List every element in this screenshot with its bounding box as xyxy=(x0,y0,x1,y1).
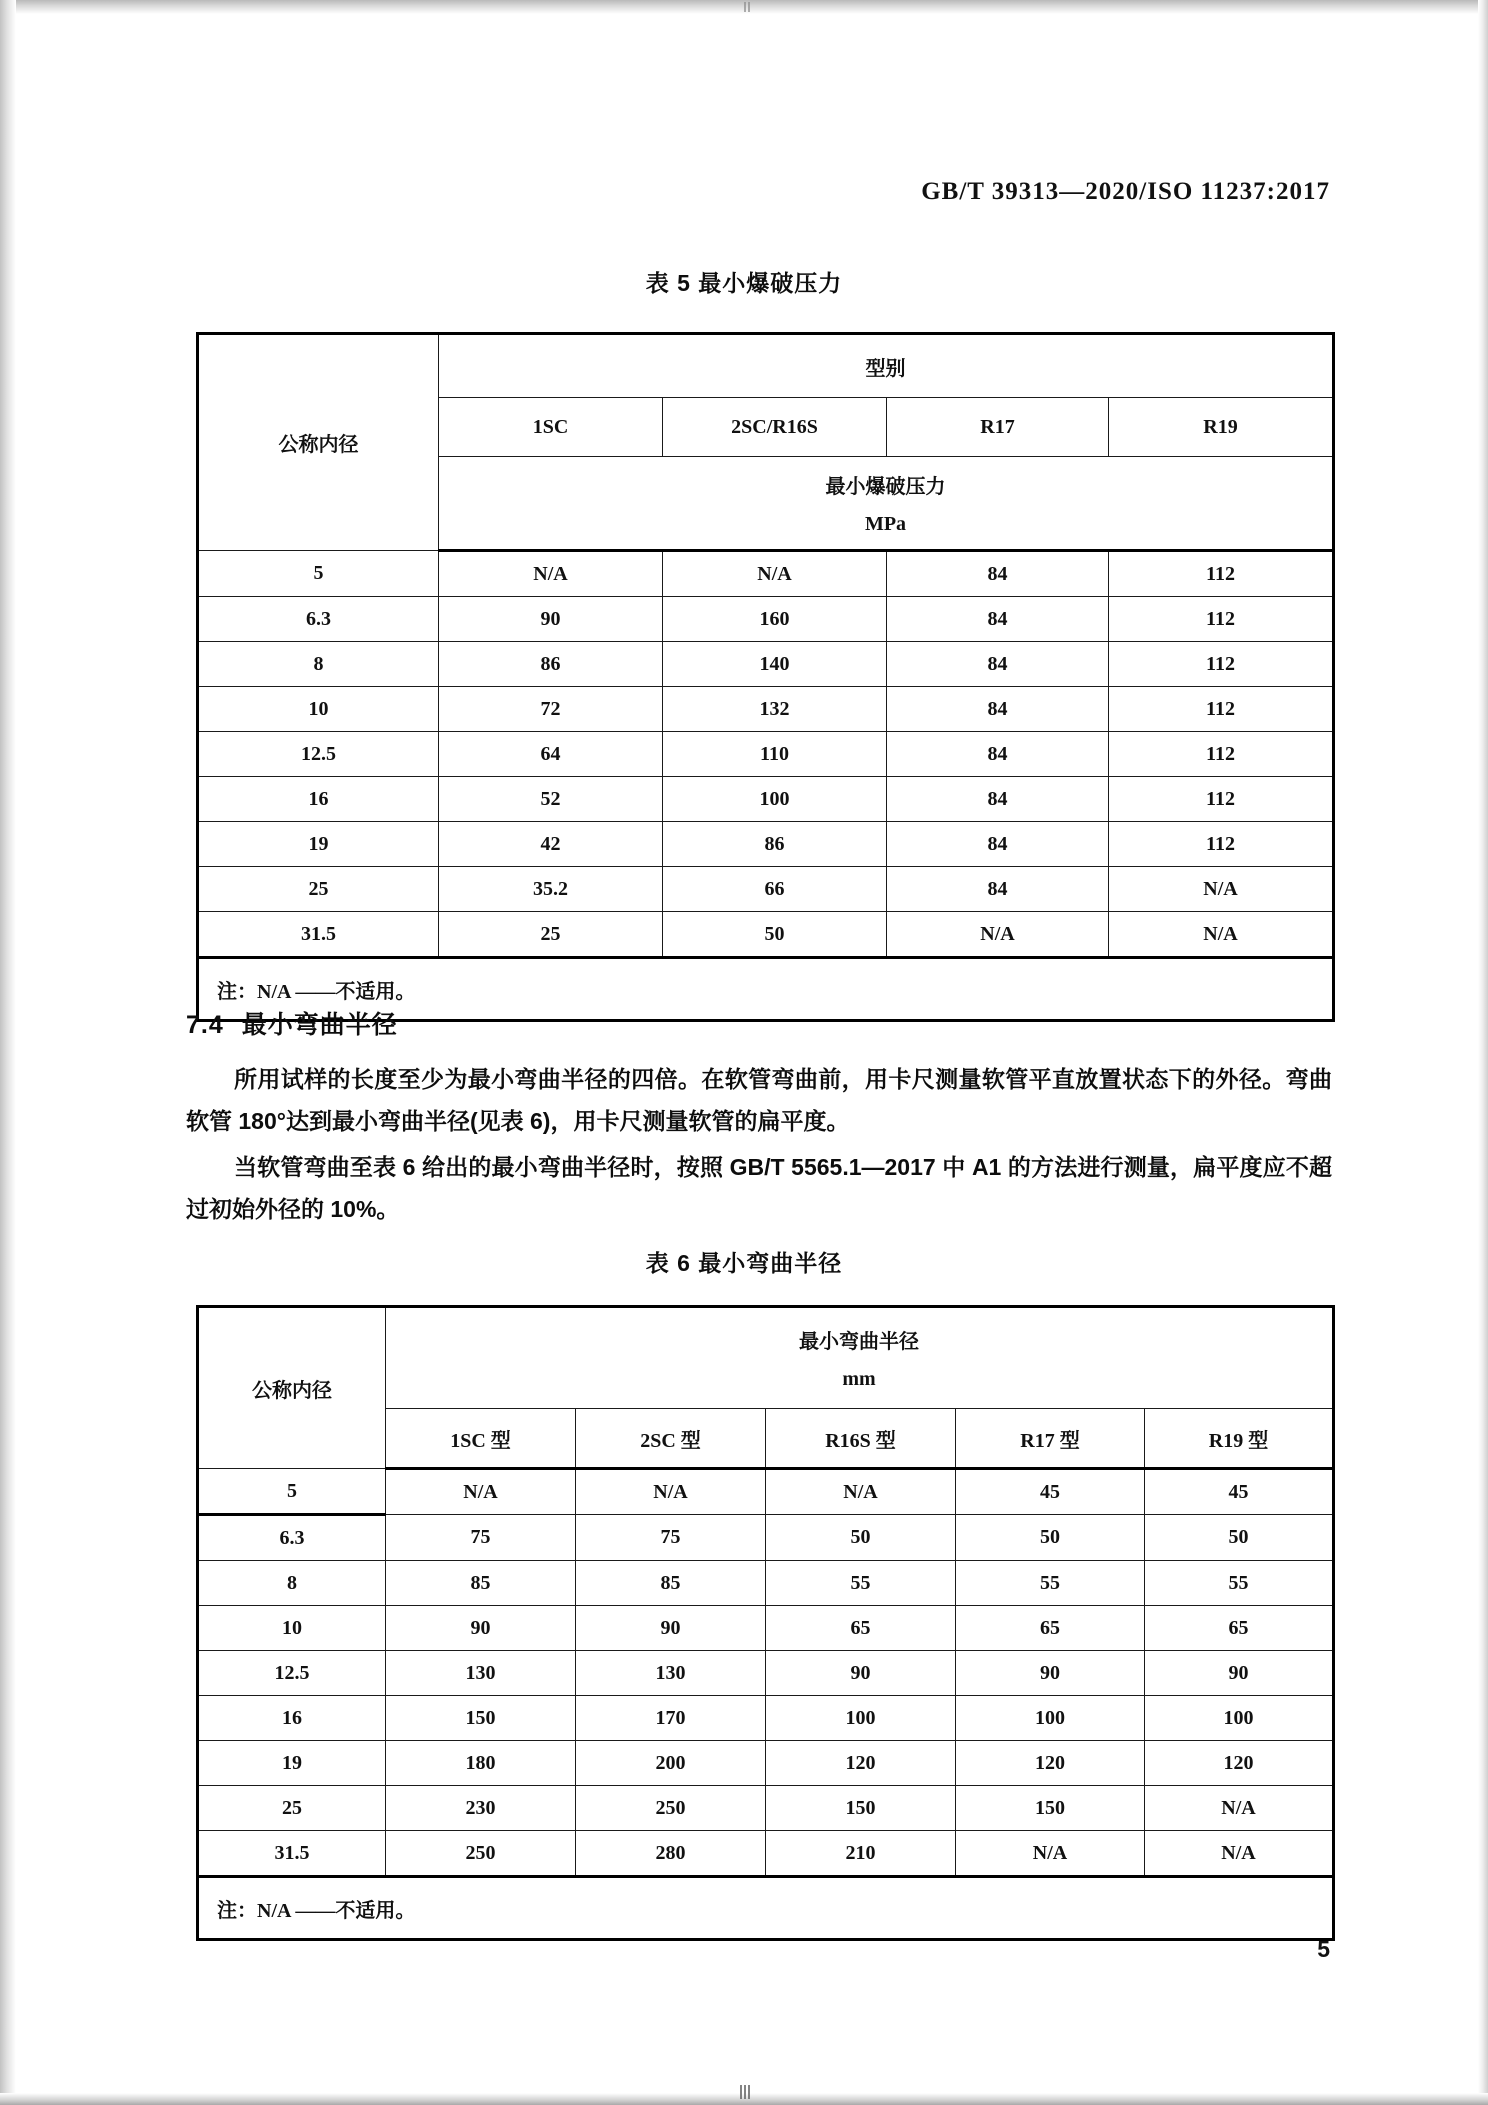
table6-cell-value: 75 xyxy=(386,1515,576,1561)
table5-cell-value: 84 xyxy=(887,867,1109,912)
table6-caption: 表 6 最小弯曲半径 xyxy=(645,1250,843,1276)
table6-cell-value: 65 xyxy=(1145,1606,1334,1651)
table6-cell-id: 8 xyxy=(198,1561,386,1606)
table-row xyxy=(198,1606,1334,1651)
table5-cell-id: 8 xyxy=(198,642,439,687)
table5-header-type-1: 1SC xyxy=(439,398,663,457)
table6-cell-value: 250 xyxy=(576,1786,766,1831)
table5-cell-value: 42 xyxy=(439,822,663,867)
table5-cell-value: N/A xyxy=(1109,867,1334,912)
page-number: 5 xyxy=(1317,1936,1330,1962)
table-row xyxy=(198,597,1334,642)
table5-cell-value: 112 xyxy=(1109,687,1334,732)
table5-cell-id: 19 xyxy=(198,822,439,867)
table-row xyxy=(198,777,1334,822)
table5-cell-value: 112 xyxy=(1109,822,1334,867)
table5-cell-id: 12.5 xyxy=(198,732,439,777)
table6-cell-value: 85 xyxy=(576,1561,766,1606)
table6-cell-value: 90 xyxy=(766,1651,956,1696)
table5-header-measure-unit xyxy=(439,457,1334,551)
table6-cell-value: 65 xyxy=(956,1606,1145,1651)
document-header-standard-number: GB/T 39313—2020/ISO 11237:2017 xyxy=(921,178,1330,205)
table6-cell-value: N/A xyxy=(766,1469,956,1515)
table6-cell-id: 10 xyxy=(198,1606,386,1651)
table6-header-row-measure xyxy=(198,1307,1334,1409)
table6-header-nominal-id: 公称内径 xyxy=(198,1307,386,1469)
table5-header-measure: 最小爆破压力 xyxy=(825,476,946,498)
table6-note: 注：N/A ——不适用。 xyxy=(198,1877,1334,1940)
table6-cell-value: 65 xyxy=(766,1606,956,1651)
table5-header-type-3: R17 xyxy=(887,398,1109,457)
table6-minimum-bend-radius xyxy=(196,1305,1335,1941)
table5-cell-value: 52 xyxy=(439,777,663,822)
table5-cell-id: 10 xyxy=(198,687,439,732)
table5-cell-value: 112 xyxy=(1109,732,1334,777)
table5-note: 注：N/A ——不适用。 xyxy=(198,958,1334,1021)
table5-cell-value: 84 xyxy=(887,822,1109,867)
table6-header-unit: mm xyxy=(842,1368,876,1390)
table-row xyxy=(198,1786,1334,1831)
table6-cell-value: 45 xyxy=(1145,1469,1334,1515)
table6-cell-id: 12.5 xyxy=(198,1651,386,1696)
table-row xyxy=(198,642,1334,687)
table6-cell-value: 90 xyxy=(576,1606,766,1651)
table5-minimum-burst-pressure xyxy=(196,332,1335,1022)
table6-cell-id: 5 xyxy=(198,1469,386,1515)
table5-cell-value: 25 xyxy=(439,912,663,958)
table-row xyxy=(198,687,1334,732)
table5-cell-value: 86 xyxy=(439,642,663,687)
table-row xyxy=(198,1831,1334,1877)
table6-cell-value: 50 xyxy=(1145,1515,1334,1561)
table6-cell-value: 250 xyxy=(386,1831,576,1877)
table6-cell-value: 50 xyxy=(766,1515,956,1561)
table-row xyxy=(198,551,1334,597)
table5-cell-value: N/A xyxy=(439,551,663,597)
table6-cell-value: 120 xyxy=(766,1741,956,1786)
table5-cell-value: N/A xyxy=(663,551,887,597)
table5-cell-value: N/A xyxy=(887,912,1109,958)
table5-header-unit: MPa xyxy=(864,513,907,535)
table5-cell-id: 31.5 xyxy=(198,912,439,958)
table-row xyxy=(198,912,1334,958)
table5-cell-value: 35.2 xyxy=(439,867,663,912)
table5-cell-value: 84 xyxy=(887,777,1109,822)
table6-cell-value: 150 xyxy=(956,1786,1145,1831)
table6-cell-value: 210 xyxy=(766,1831,956,1877)
table5-cell-id: 6.3 xyxy=(198,597,439,642)
table6-cell-id: 19 xyxy=(198,1741,386,1786)
table6-cell-value: 130 xyxy=(386,1651,576,1696)
table6-header-type-3: R16S 型 xyxy=(766,1409,956,1469)
table5-cell-value: 90 xyxy=(439,597,663,642)
table6-cell-value: N/A xyxy=(386,1469,576,1515)
table5-cell-id: 16 xyxy=(198,777,439,822)
table5-cell-value: 66 xyxy=(663,867,887,912)
table6-cell-value: 120 xyxy=(1145,1741,1334,1786)
table5-cell-value: 72 xyxy=(439,687,663,732)
table-row xyxy=(198,867,1334,912)
table6-header-measure: 最小弯曲半径 xyxy=(799,1331,920,1353)
table6-note-row xyxy=(198,1877,1334,1940)
table6-cell-value: 200 xyxy=(576,1741,766,1786)
table6-cell-id: 16 xyxy=(198,1696,386,1741)
table5-cell-id: 5 xyxy=(198,551,439,597)
table5-header-type-4: R19 xyxy=(1109,398,1334,457)
table6-header-type-1: 1SC 型 xyxy=(386,1409,576,1469)
table6-cell-value: 100 xyxy=(766,1696,956,1741)
table5-cell-value: 140 xyxy=(663,642,887,687)
table-row xyxy=(198,732,1334,777)
table5-header-nominal-id: 公称内径 xyxy=(198,334,439,551)
table5-caption: 表 5 最小爆破压力 xyxy=(645,270,843,296)
table6-cell-value: 150 xyxy=(766,1786,956,1831)
table6-header-type-4: R17 型 xyxy=(956,1409,1145,1469)
table6-cell-value: N/A xyxy=(576,1469,766,1515)
table6-cell-value: 55 xyxy=(956,1561,1145,1606)
table5-cell-value: 112 xyxy=(1109,777,1334,822)
section-paragraph-2 xyxy=(186,1146,1332,1230)
table5-cell-value: 110 xyxy=(663,732,887,777)
table-row xyxy=(198,1515,1334,1561)
table5-cell-value: 112 xyxy=(1109,642,1334,687)
table6-cell-value: 55 xyxy=(1145,1561,1334,1606)
table6-cell-value: 90 xyxy=(956,1651,1145,1696)
table6-cell-value: 90 xyxy=(386,1606,576,1651)
table5-cell-value: 84 xyxy=(887,732,1109,777)
table6-cell-value: 100 xyxy=(956,1696,1145,1741)
paragraph-text: 当软管弯曲至表 6 给出的最小弯曲半径时，按照 GB/T 5565.1—2017 中 A1 的方法进行测量，扁平度应不超过初始外径的 10%。 xyxy=(186,1154,1332,1222)
table6-cell-value: 130 xyxy=(576,1651,766,1696)
table5-cell-value: 86 xyxy=(663,822,887,867)
table6-cell-value: 280 xyxy=(576,1831,766,1877)
section-title: 最小弯曲半径 xyxy=(241,1011,398,1039)
table6-cell-value: 100 xyxy=(1145,1696,1334,1741)
table-row xyxy=(198,1741,1334,1786)
section-paragraph-1 xyxy=(186,1058,1332,1142)
table6-cell-value: 120 xyxy=(956,1741,1145,1786)
table6-cell-id: 6.3 xyxy=(198,1515,386,1561)
section-number: 7.4 xyxy=(186,1011,224,1039)
table6-header-measure-unit xyxy=(386,1307,1334,1409)
table6-cell-value: N/A xyxy=(1145,1831,1334,1877)
table6-cell-value: 150 xyxy=(386,1696,576,1741)
table6-cell-value: N/A xyxy=(1145,1786,1334,1831)
table6-cell-value: 50 xyxy=(956,1515,1145,1561)
table6-cell-value: 45 xyxy=(956,1469,1145,1515)
table5-cell-value: 84 xyxy=(887,687,1109,732)
table5-header-type-group: 型别 xyxy=(439,334,1334,398)
table-row xyxy=(198,1696,1334,1741)
table5-cell-value: 84 xyxy=(887,597,1109,642)
table6-header-type-2: 2SC 型 xyxy=(576,1409,766,1469)
table-row xyxy=(198,822,1334,867)
paragraph-text: 所用试样的长度至少为最小弯曲半径的四倍。在软管弯曲前，用卡尺测量软管平直放置状态下的外径。弯曲软管 180°达到最小弯曲半径(见表 6)，用卡尺测量软管的扁平度。 xyxy=(186,1066,1332,1134)
table6-cell-value: 230 xyxy=(386,1786,576,1831)
table6-cell-id: 25 xyxy=(198,1786,386,1831)
table5-cell-value: 64 xyxy=(439,732,663,777)
table6-cell-value: 75 xyxy=(576,1515,766,1561)
table6-cell-value: N/A xyxy=(956,1831,1145,1877)
table6-cell-value: 180 xyxy=(386,1741,576,1786)
table6-header-type-5: R19 型 xyxy=(1145,1409,1334,1469)
table6-cell-value: 55 xyxy=(766,1561,956,1606)
table5-cell-value: 132 xyxy=(663,687,887,732)
table6-cell-value: 85 xyxy=(386,1561,576,1606)
table5-cell-value: 112 xyxy=(1109,551,1334,597)
table5-cell-value: 84 xyxy=(887,642,1109,687)
table5-header-type-2: 2SC/R16S xyxy=(663,398,887,457)
table-row xyxy=(198,1561,1334,1606)
table5-cell-value: 112 xyxy=(1109,597,1334,642)
table5-cell-value: N/A xyxy=(1109,912,1334,958)
table5-cell-value: 160 xyxy=(663,597,887,642)
table5-cell-value: 84 xyxy=(887,551,1109,597)
table5-cell-value: 50 xyxy=(663,912,887,958)
table5-header-row-group xyxy=(198,334,1334,398)
table-row xyxy=(198,1469,1334,1515)
table-row xyxy=(198,1651,1334,1696)
table5-cell-value: 100 xyxy=(663,777,887,822)
table5-cell-id: 25 xyxy=(198,867,439,912)
table6-cell-value: 170 xyxy=(576,1696,766,1741)
table6-cell-value: 90 xyxy=(1145,1651,1334,1696)
section-heading-7-4 xyxy=(186,1005,398,1041)
table6-cell-id: 31.5 xyxy=(198,1831,386,1877)
